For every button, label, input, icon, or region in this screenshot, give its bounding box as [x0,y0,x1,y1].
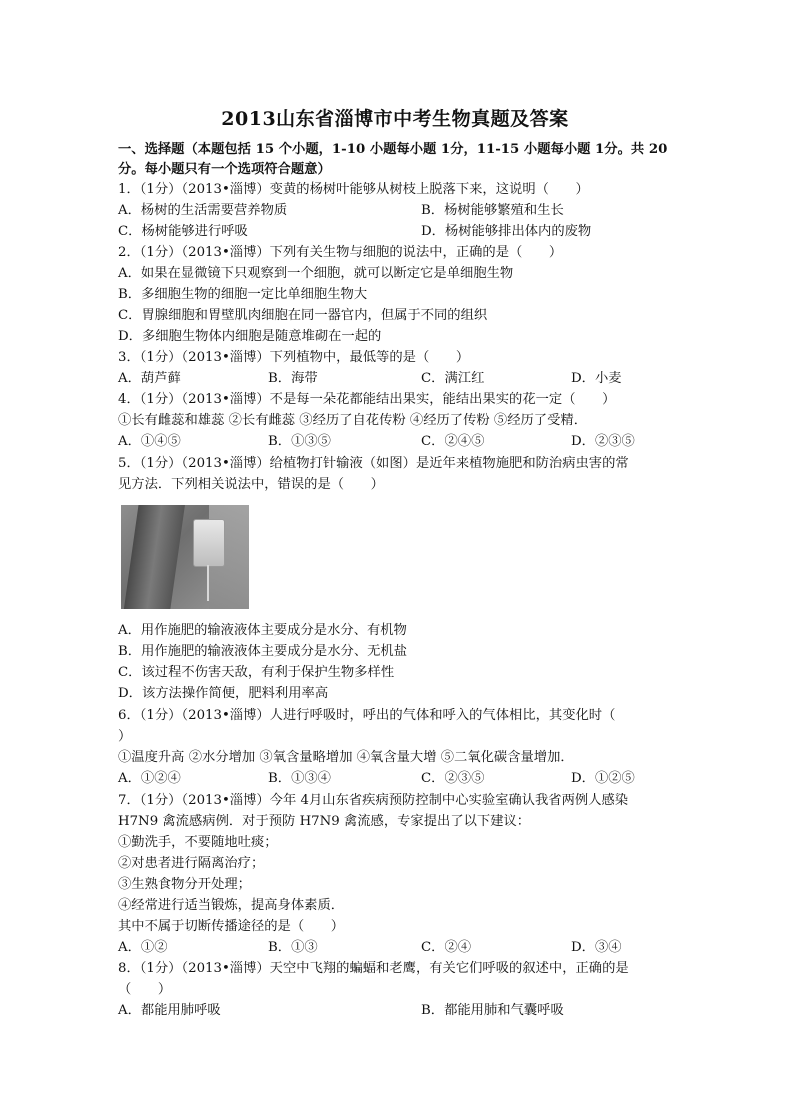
document-title: 2013山东省淄博市中考生物真题及答案 [221,108,569,130]
question-6-option-d: D．①②⑤ [571,771,635,786]
question-7-option-b: B．①③ [268,940,318,955]
question-7-option-d: D．③④ [571,940,622,955]
question-7-suggestion-2: ②对患者进行隔离治疗； [118,856,265,871]
question-1-option-a: A．杨树的生活需要营养物质 [118,203,288,218]
question-5-option-c: C．该过程不伤害天敌，有利于保护生物多样性 [118,665,395,680]
question-7-stem-line1: 7．（1分）（2013•淄博）今年 4月山东省疾病预防控制中心实验室确认我省两例人感染 [118,793,629,808]
question-4-option-a: A．①④⑤ [118,434,181,449]
question-8-stem-line1: 8．（1分）（2013•淄博）天空中飞翔的蝙蝠和老鹰，有关它们呼吸的叙述中，正确的是 [118,961,629,976]
section-heading-line1: 一、选择题（本题包括 15 个小题，1-10 小题每小题 1分，11-15 小题每小题 1分。共 20 [118,142,668,157]
question-3-option-b: B．海带 [268,371,318,386]
question-8-option-a: A．都能用肺呼吸 [118,1003,221,1018]
question-3-option-a: A．葫芦藓 [118,371,181,386]
question-6-items: ①温度升高 ②水分增加 ③氧含量略增加 ④氧含量大增 ⑤二氧化碳含量增加． [118,750,574,765]
question-8-option-b: B．都能用肺和气囊呼吸 [421,1003,564,1018]
question-7-suggestion-4: ④经常进行适当锻炼，提高身体素质． [118,898,345,913]
question-4-stem: 4．（1分）（2013•淄博）不是每一朵花都能结出果实，能结出果实的花一定（ ） [118,392,616,407]
question-7-suggestion-3: ③生熟食物分开处理； [118,877,251,892]
question-5-option-d: D．该方法操作简便，肥料利用率高 [118,686,329,701]
question-4-option-c: C．②④⑤ [421,434,485,449]
question-3-stem: 3．（1分）（2013•淄博）下列植物中，最低等的是（ ） [118,350,470,365]
question-2-option-a: A．如果在显微镜下只观察到一个细胞，就可以断定它是单细胞生物 [118,266,514,281]
question-2-option-d: D．多细胞生物体内细胞是随意堆砌在一起的 [118,329,382,344]
question-3-option-c: C．满江红 [421,371,485,386]
question-4-option-b: B．①③⑤ [268,434,331,449]
question-1-option-b: B．杨树能够繁殖和生长 [421,203,564,218]
question-6-option-b: B．①③④ [268,771,331,786]
section-heading-line2: 分。每小题只有一个选项符合题意） [118,162,331,177]
question-2-option-b: B．多细胞生物的细胞一定比单细胞生物大 [118,287,368,302]
question-5-option-b: B．用作施肥的输液液体主要成分是水分、无机盐 [118,644,408,659]
question-6-stem-line1: 6．（1分）（2013•淄博）人进行呼吸时，呼出的气体和呼入的气体相比，其变化时（ [118,708,616,723]
question-4-option-d: D．②③⑤ [571,434,635,449]
question-4-items: ①长有雌蕊和雄蕊 ②长有雌蕊 ③经历了自花传粉 ④经历了传粉 ⑤经历了受精． [118,413,587,428]
question-7-option-a: A．①② [118,940,168,955]
question-8-stem-line2: （ ） [118,982,172,997]
question-5-stem-line1: 5．（1分）（2013•淄博）给植物打针输液（如图）是近年来植物施肥和防治病虫害的常 [118,456,629,471]
question-1-stem: 1．（1分）（2013•淄博）变黄的杨树叶能够从树枝上脱落下来，这说明（ ） [118,182,589,197]
question-2-stem: 2．（1分）（2013•淄博）下列有关生物与细胞的说法中，正确的是（ ） [118,245,563,260]
question-5-option-a: A．用作施肥的输液液体主要成分是水分、有机物 [118,623,407,638]
question-5-stem-line2: 见方法．下列相关说法中，错误的是（ ） [118,477,384,492]
question-1-option-d: D．杨树能够排出体内的废物 [421,224,592,239]
question-3-option-d: D．小麦 [571,371,622,386]
question-7-ask: 其中不属于切断传播途径的是（ ） [118,919,345,934]
question-1-option-c: C．杨树能够进行呼吸 [118,224,248,239]
question-7-stem-line2: H7N9 禽流感病例．对于预防 H7N9 禽流感，专家提出了以下建议： [118,814,531,829]
tree-infusion-photo [121,505,249,609]
question-7-suggestion-1: ①勤洗手，不要随地吐痰； [118,835,278,850]
question-2-option-c: C．胃腺细胞和胃壁肌肉细胞在同一器官内，但属于不同的组织 [118,308,488,323]
question-6-option-a: A．①②④ [118,771,181,786]
question-7-option-c: C．②④ [421,940,472,955]
question-6-stem-line2: ） [118,729,132,744]
question-6-option-c: C．②③⑤ [421,771,485,786]
